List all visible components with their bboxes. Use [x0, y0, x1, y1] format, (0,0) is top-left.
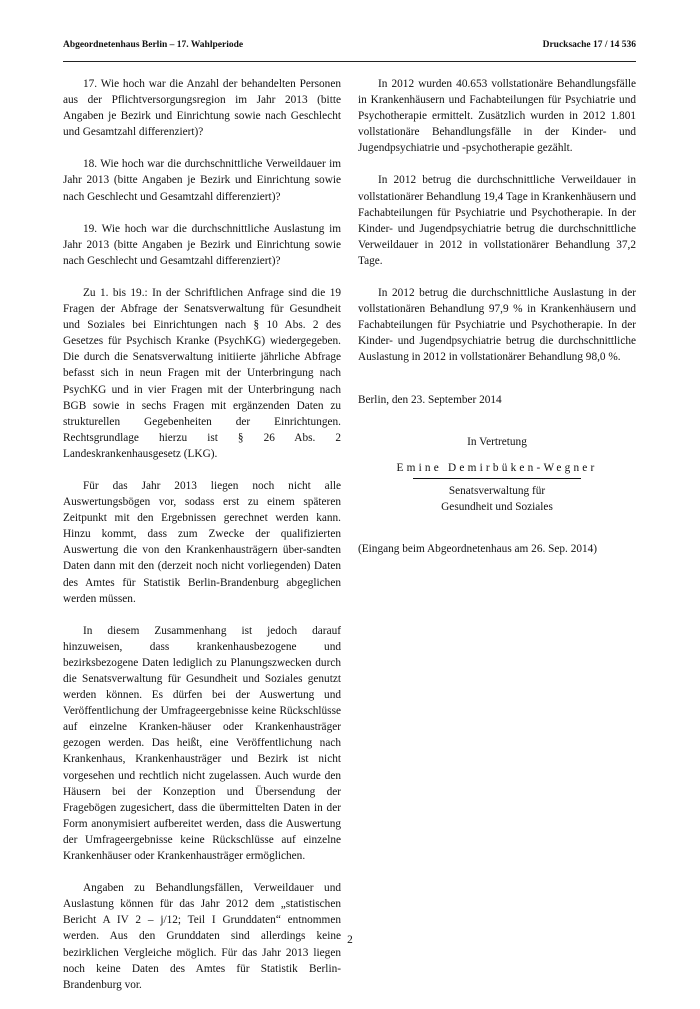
receipt-note: (Eingang beim Abgeordnetenhaus am 26. Sep. 2014) — [358, 542, 598, 555]
statistics-cases: In 2012 wurden 40.653 vollstationäre Behandlungsfälle in Krankenhäusern und Fachabteilungen für Psychiatrie und Psychotherapie ermittelt. Zusätzlich wurden in 2012 1.801 vollstationäre Behandlungsfälle in der Kinder- und Jugendpsychiatrie und -psychotherapie gezählt. — [358, 78, 636, 155]
page-number: 2 — [347, 934, 353, 946]
header-document-number: Drucksache 17 / 14 536 — [542, 40, 636, 50]
statistics-occupancy: In 2012 betrug die durchschnittliche Auslastung in der vollstationären Behandlung 97,9 % in Krankenhäusern und Fachabteilungen für Psychiatrie und Psychotherapie. In der Kinder- und Jugendpsychiatrie betrug die durchschnittliche Auslastung in 2012 in vollstationärer Behandlung 98,0 %. — [358, 287, 636, 364]
header-rule — [63, 61, 636, 62]
question-18: 18. Wie hoch war die durchschnittliche Verweildauer im Jahr 2013 (bitte Angaben je Bezirk und Einrichtung sowie nach Geschlecht und Gesamtzahl differenziert)? — [63, 158, 341, 203]
right-column — [358, 76, 636, 573]
answer-paragraph-3: In diesem Zusammenhang ist jedoch darauf hinzuweisen, dass krankenhausbezogene und bezirksbezogene Daten lediglich zu Planungszwecken durch die Senatsverwaltung für Gesundheit und Soziales genutzt werden können. Es dürfen bei der Auswertung und Veröffentlichung der Umfrageergebnisse keine Rückschlüsse auf einzelne Kranken-häuser oder Krankenhausträger gezogen werden. Das heißt, eine Veröffentlichung nach Krankenhaus, Krankenhausträger und Bezirk ist nicht vorgesehen und rechtlich nicht zugelassen. Auch wurde den Häusern bei der Konzeption und Übersendung der Fragebögen zugesichert, dass die übermittelten Daten in der Form anonymisiert aufbereitet werden, dass die Auswertung der Umfrageergebnisse keine Rückschlüsse auf einzelne Krankenhäuser oder Krankenhausträger ermöglichen. — [63, 624, 341, 863]
authority-line-1: Senatsverwaltung für — [448, 484, 546, 497]
question-17: 17. Wie hoch war die Anzahl der behandelten Personen aus der Pflichtversorgungsregion im Jahr 2013 (bitte Angaben je Bezirk und Einrichtung sowie nach Geschlecht und Gesamtzahl differenziert)? — [63, 78, 341, 139]
in-vertretung-label: In Vertretung — [467, 435, 527, 448]
page-header — [63, 40, 636, 54]
statistics-length-of-stay: In 2012 betrug die durchschnittliche Verweildauer in vollstationärer Behandlung 19,4 Tage in Krankenhäusern und Fachabteilungen für Psychiatrie und Psychotherapie. In der Kinder- und Jugendpsychiatrie betrug die durchschnittliche Verweildauer in 2012 in vollstationärer Behandlung 37,2 Tage. — [358, 174, 636, 267]
answer-paragraph-4: Angaben zu Behandlungsfällen, Verweildauer und Auslastung können für das Jahr 2012 dem „statistischen Bericht A IV 2 – j/12; Teil I Grunddaten“ entnommen werden. Aus den Grunddaten sind allerdings keine bezirklichen Vergleiche möglich. Für das Jahr 2013 liegen noch keine Daten des Amtes für Statistik Berlin-Brandenburg vor. — [63, 882, 341, 991]
answer-paragraph-2: Für das Jahr 2013 liegen noch nicht alle Auswertungsbögen vor, sodass erst zu einem späteren Zeitpunkt mit den Ergebnissen gerechnet werden kann. Hinzu kommt, dass zum Zwecke der qualifizierten Auswertung die von den Krankenhausträgern über-sandten Daten dann mit den (derzeit noch nicht vorliegenden) Daten des Amtes für Statistik Berlin-Brandenburg abgeglichen werden müssen. — [63, 479, 341, 605]
answer-paragraph-1: Zu 1. bis 19.: In der Schriftlichen Anfrage sind die 19 Fragen der Abfrage der Senatsverwaltung für Gesundheit und Soziales bei Einrichtungen nach § 10 Abs. 2 des Gesetzes für Psychisch Kranke (PsychKG) wiedergegeben. Die durch die Senatsverwaltung initiierte jährliche Abfrage befasst sich in neun Fragen mit der Unterbringung nach PsychKG und in vier Fragen mit der Unterbringung nach BGB sowie in sechs Fragen mit ergänzenden Daten zu strukturellen Gegebenheiten der Einrichtungen. Rechtsgrundlage hierzu ist § 26 Abs. 2 Landeskrankenhausgesetz (LKG). — [63, 286, 341, 460]
left-column — [63, 76, 341, 1009]
authority-line-2: Gesundheit und Soziales — [441, 500, 553, 513]
signer-name: Emine Demirbüken-Wegner — [396, 461, 598, 474]
signature-date: Berlin, den 23. September 2014 — [358, 393, 502, 406]
question-19: 19. Wie hoch war die durchschnittliche Auslastung im Jahr 2013 (bitte Angaben je Bezirk und Einrichtung sowie nach Geschlecht und Gesamtzahl differenziert)? — [63, 222, 341, 267]
signature-line — [413, 478, 581, 479]
header-parliament: Abgeordnetenhaus Berlin – 17. Wahlperiode — [63, 40, 244, 50]
